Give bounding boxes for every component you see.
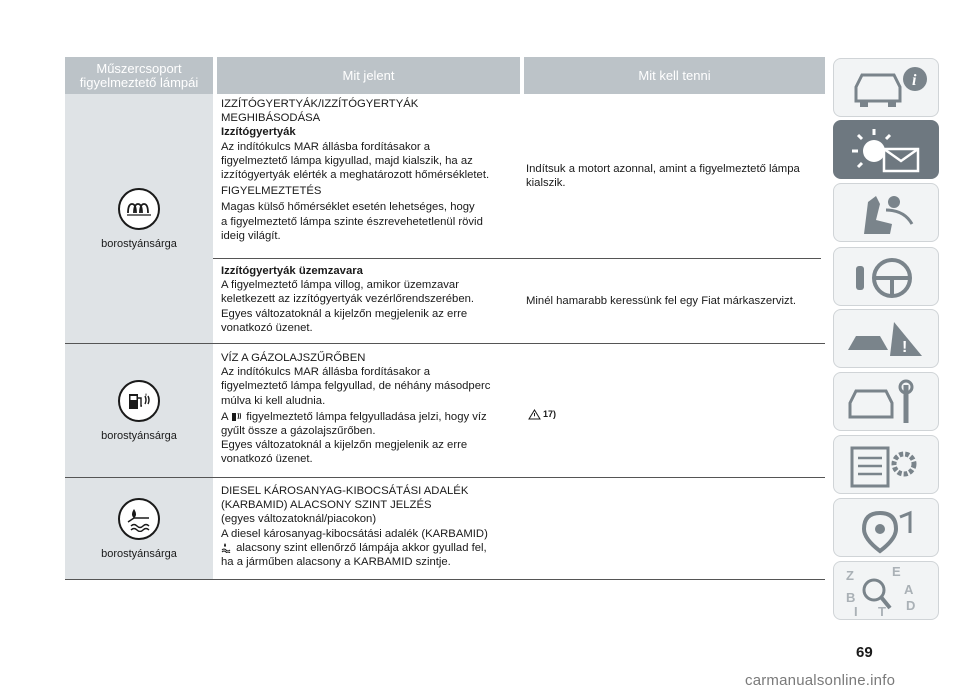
water-in-fuel-icon bbox=[118, 380, 160, 422]
car-info-icon bbox=[834, 59, 939, 117]
tab-technical-data[interactable] bbox=[833, 435, 939, 494]
svg-text:B: B bbox=[846, 590, 856, 605]
car-crash-icon bbox=[834, 310, 939, 368]
svg-text:Z: Z bbox=[846, 568, 854, 583]
meaning-text: Izzítógyertyák üzemzavara A figyelmeztető lámpa villog, amikor üzemzavar keletkezett az izzítógyertyák vezérlőrendszerében. Egyes változatoknál a kijelzőn megjelenik az erre vonatkozó üzenet. bbox=[221, 265, 475, 334]
steering-key-icon bbox=[834, 248, 939, 306]
tab-maintenance[interactable] bbox=[833, 372, 939, 431]
water-in-fuel-icon bbox=[231, 411, 243, 422]
action-text: Minél hamarabb keressünk fel egy Fiat márkaszervizt. bbox=[526, 294, 796, 307]
table-header bbox=[65, 57, 825, 94]
svg-text:i: i bbox=[912, 72, 917, 89]
warning-color-label: borostyánsárga bbox=[101, 237, 177, 250]
table-row bbox=[65, 478, 825, 580]
table-row bbox=[65, 94, 825, 344]
diesel-exhaust-fluid-icon bbox=[118, 498, 160, 540]
meaning-text: DIESEL KÁROSANYAG-KIBOCSÁTÁSI ADALÉK (KARBAMID) ALACSONY SZINT JELZÉS (egyes változatoknál/piacokon) A diesel károsanyag-kibocsátási adalék (KARBAMID) alacsony szint ellenőrző lámpája akkor gyullad fel, ha a járműben alacsony a KARBAMID szintje. bbox=[221, 485, 488, 569]
list-gear-icon bbox=[834, 436, 939, 494]
table-row bbox=[65, 344, 825, 478]
tab-emergency[interactable] bbox=[833, 309, 939, 368]
warning-color-label: borostyánsárga bbox=[101, 547, 177, 560]
car-wrench-icon bbox=[834, 373, 939, 431]
header-action: Mit kell tenni bbox=[524, 57, 825, 94]
icon-cell bbox=[65, 478, 213, 579]
svg-text:T: T bbox=[878, 604, 886, 619]
action-text bbox=[524, 344, 825, 477]
warning-light-envelope-icon bbox=[834, 121, 939, 179]
media-nav-icon bbox=[834, 499, 939, 557]
tab-car-info[interactable] bbox=[833, 58, 939, 117]
note-reference: 17) bbox=[543, 409, 557, 420]
svg-text:D: D bbox=[906, 598, 916, 613]
diesel-exhaust-fluid-icon bbox=[221, 542, 233, 553]
glow-plug-icon bbox=[118, 188, 160, 230]
svg-text:!: ! bbox=[902, 339, 908, 356]
watermark: carmanualsonline.info bbox=[745, 672, 896, 689]
svg-text:I: I bbox=[854, 604, 858, 619]
meaning-text: VÍZ A GÁZOLAJSZŰRŐBEN Az indítókulcs MAR állásba fordításakor a figyelmeztető lámpa felgyullad, de néhány másodperc múlva ki kell aludnia. A figyelmeztető lámpa felgyulladása jelzi, hogy víz gyűlt össze a gázolajszűrőben. Egyes változatoknál a kijelzőn megjelenik az erre vonatkozó üzenet. bbox=[221, 352, 491, 466]
page-number: 69 bbox=[856, 644, 873, 661]
icon-cell bbox=[65, 344, 213, 477]
warning-lights-table bbox=[65, 57, 825, 580]
header-meaning: Mit jelent bbox=[217, 57, 520, 94]
svg-text:E: E bbox=[892, 564, 901, 579]
tab-multimedia[interactable] bbox=[833, 498, 939, 557]
tab-starting-driving[interactable] bbox=[833, 247, 939, 306]
index-search-icon bbox=[834, 562, 939, 620]
meaning-text: IZZÍTÓGYERTYÁK/IZZÍTÓGYERTYÁK MEGHIBÁSODÁSA Izzítógyertyák Az indítókulcs MAR állásba fordításakor a figyelmeztető lámpa kigyullad, majd kialszik, ha az izzítógyertyák elérték a meghatározott hőmérsékletet. FIGYELMEZTETÉS Magas külső hőmérséklet esetén lehetséges, hogy a figyelmeztető lámpa szinte észrevehetetlenül rövid ideig világít. bbox=[221, 98, 490, 242]
tab-safety[interactable] bbox=[833, 183, 939, 242]
action-text: Indítsuk a motort azonnal, amint a figyelmeztető lámpa kialszik. bbox=[526, 162, 800, 189]
seat-airbag-icon bbox=[834, 184, 939, 242]
warning-triangle-icon bbox=[528, 409, 541, 420]
action-text bbox=[524, 478, 825, 579]
tab-index[interactable] bbox=[833, 561, 939, 620]
header-instrument-lights: Műszercsoport figyelmeztető lámpái bbox=[65, 57, 213, 94]
tab-warning-lights[interactable] bbox=[833, 120, 939, 179]
icon-cell bbox=[65, 94, 213, 343]
warning-color-label: borostyánsárga bbox=[101, 429, 177, 442]
svg-text:A: A bbox=[904, 582, 914, 597]
